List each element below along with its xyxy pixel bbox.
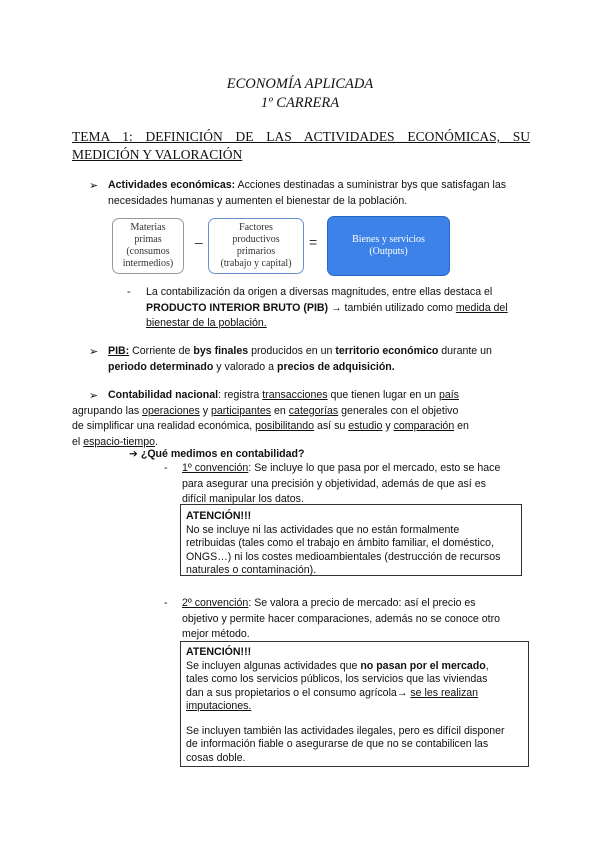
bullet-icon: ➢: [89, 180, 99, 192]
section-contabilidad: Contabilidad nacional: registra transacciones que tienen lugar en un país: [108, 389, 459, 401]
convencion-1: 1º convención: Se incluye lo que pasa por el mercado, esto se hace para asegurar una precisión y objetividad, además de que así es difícil manipular los datos.: [182, 462, 501, 505]
diagram-box-outputs: Bienes y servicios (Outputs): [327, 216, 450, 276]
diagram-box-factores: Factores productivos primarios (trabajo y capital): [208, 218, 304, 274]
bullet-icon: ➢: [89, 346, 99, 358]
pib-note: La contabilización da origen a diversas magnitudes, entre ellas destaca el PRODUCTO INTERIOR BRUTO (PIB) → también utilizado como medida del bienestar de la población.: [146, 286, 508, 329]
atencion-box-2: ATENCIÓN!!! Se incluyen algunas actividades que no pasan por el mercado, tales como los servicios públicos, los servicios que las viviendas dan a sus propietarios o el consumo agrícola→ se les realizan imputaciones. Se incluyen también las actividades ilegales, pero es difícil disponer de información fiable o asegurarse de que no se contabilicen las cosas doble.: [180, 641, 529, 767]
dash-marker: -: [164, 597, 168, 609]
dash-marker: -: [164, 462, 168, 474]
arrow-icon: ➔: [129, 448, 138, 460]
minus-operator: –: [195, 234, 203, 250]
section-pib: PIB: Corriente de bys finales producidos en un territorio económico durante un periodo determinado y valorado a precios de adquisición.: [108, 345, 492, 373]
document-title: ECONOMÍA APLICADA: [226, 76, 374, 92]
convencion-2: 2º convención: Se valora a precio de mercado: así el precio es objetivo y permite hacer comparaciones, además no se conoce otro mejor método.: [182, 597, 500, 640]
dash-marker: -: [127, 286, 131, 298]
section-actividades: Actividades económicas: Acciones destinadas a suministrar bys que satisfagan las necesidades humanas y aumenten el bienestar de la población.: [108, 179, 507, 207]
section-contabilidad-cont: agrupando las operaciones y participantes en categorías generales con el objetivo de simplificar una realidad económica, posibilitando así su estudio y comparación en el espacio-tiempo.: [72, 404, 469, 448]
tema-heading-line1: TEMA 1: DEFINICIÓN DE LAS ACTIVIDADES ECONÓMICAS, SU: [72, 129, 530, 144]
bullet-icon: ➢: [89, 390, 99, 402]
diagram-box-materias: Materias primas (consumos intermedios): [112, 218, 184, 274]
question-heading: ➔ ¿Qué medimos en contabilidad?: [129, 448, 305, 460]
document-subtitle: 1º CARRERA: [260, 95, 340, 111]
production-diagram: [112, 216, 450, 276]
tema-heading-line2: MEDICIÓN Y VALORACIÓN: [72, 147, 243, 162]
equals-operator: =: [309, 234, 318, 250]
atencion-box-1: ATENCIÓN!!! No se incluye ni las actividades que no están formalmente retribuidas (tales como el trabajo en ámbito familiar, el doméstico, ONGS…) ni los costes medioambientales (destrucción de recursos naturales o contaminación).: [180, 504, 522, 576]
term-actividades: Actividades económicas:: [108, 179, 236, 191]
